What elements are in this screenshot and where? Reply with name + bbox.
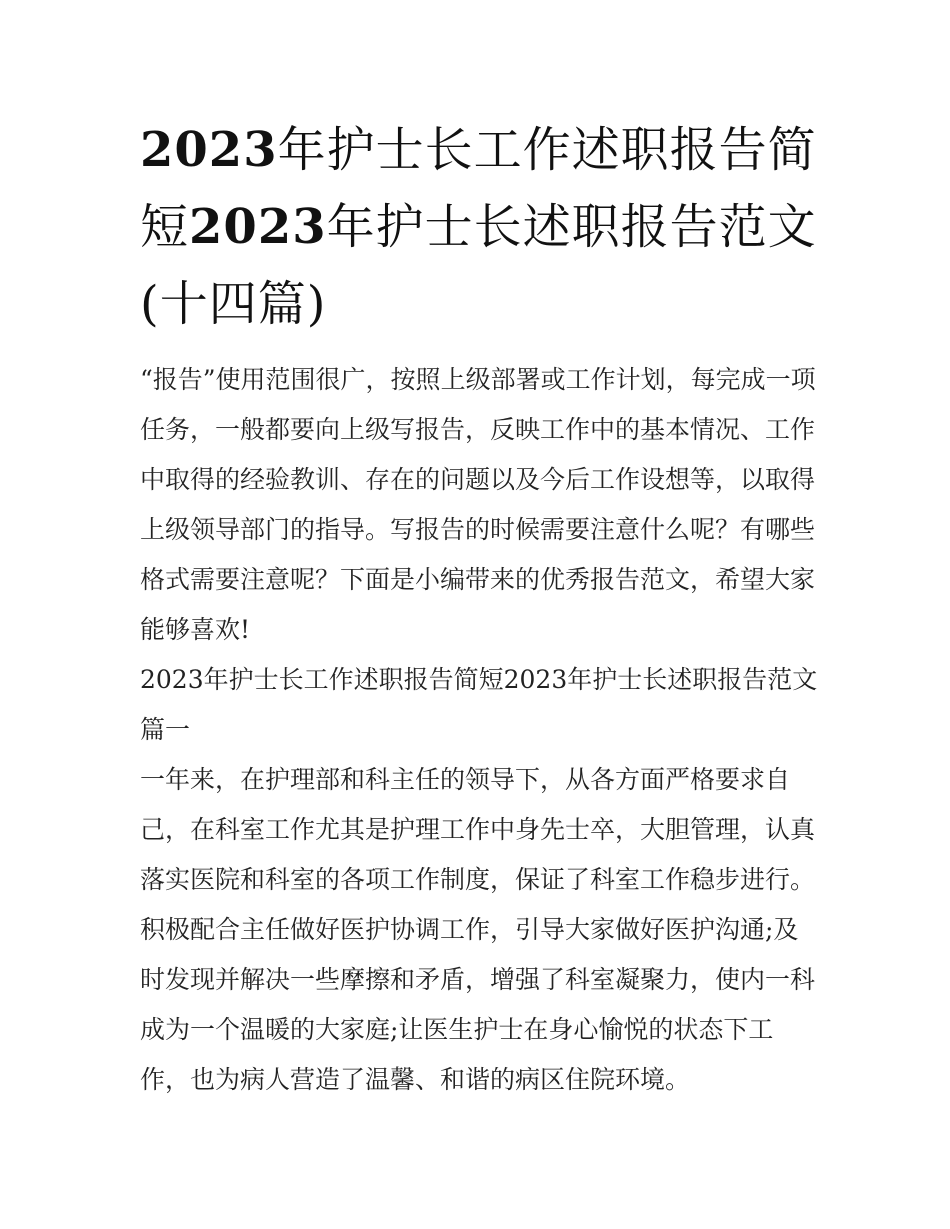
- section-heading: 2023年护士长工作述职报告简短2023年护士长述职报告范文篇一: [140, 665, 818, 744]
- document-title: [140, 112, 820, 343]
- title-text-1: 年护士长工作述职报告简短: [140, 122, 817, 255]
- document-body: [140, 355, 820, 1105]
- title-text-2: 年护士长述职报告范文(十四篇): [140, 199, 817, 332]
- title-year-1: 2023: [140, 122, 278, 178]
- intro-paragraph: “报告”使用范围很广，按照上级部署或工作计划，每完成一项任务，一般都要向上级写报告，反映工作中的基本情况、工作中取得的经验教训、存在的问题以及今后工作设想等，以取得上级领导部门的指导。写报告的时候需要注意什么呢？有哪些格式需要注意呢？下面是小编带来的优秀报告范文，希望大家能够喜欢!: [140, 365, 816, 644]
- title-year-2: 2023: [189, 199, 327, 255]
- body-paragraph-1: 一年来，在护理部和科主任的领导下，从各方面严格要求自己，在科室工作尤其是护理工作中身先士卒，大胆管理，认真落实医院和科室的各项工作制度，保证了科室工作稳步进行。积极配合主任做好医护协调工作，引导大家做好医护沟通;及时发现并解决一些摩擦和矛盾，增强了科室凝聚力，使内一科成为一个温暖的大家庭;让医生护士在身心愉悦的状态下工作，也为病人营造了温馨、和谐的病区住院环境。: [140, 765, 816, 1094]
